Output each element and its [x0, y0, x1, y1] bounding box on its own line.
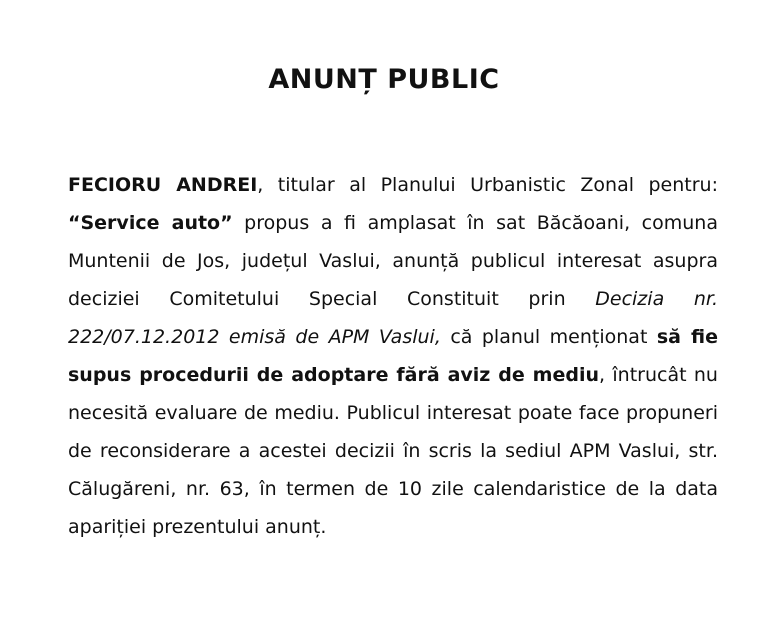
- procedure-statement: să fie supus procedurii de adoptare fără aviz de mediu: [68, 326, 718, 386]
- paragraph-text-4: , întrucât nu necesită evaluare de mediu. Publicul interesat poate face propuneri de reconsiderare a acestei decizii în scris la sediul APM Vaslui, str. Călugăreni, nr. 63, în termen de 10 zile calendaristice de la data apariției prezentului anunț.: [68, 364, 718, 538]
- page-title: ANUNȚ PUBLIC: [268, 64, 500, 95]
- decision-reference: Decizia nr. 222/07.12.2012 emisă de APM Vaslui,: [68, 288, 718, 348]
- project-name: “Service auto”: [68, 212, 233, 234]
- paragraph-text-3: că planul menționat: [440, 326, 657, 348]
- applicant-name: FECIORU ANDREI: [68, 174, 258, 196]
- paragraph-text-2: propus a fi amplasat în sat Băcăoani, comuna Muntenii de Jos, județul Vaslui, anunță publicul interesat asupra deciziei Comitetului Special Constituit prin: [68, 212, 718, 310]
- paragraph-text-1: , titular al Planului Urbanistic Zonal pentru:: [257, 174, 718, 196]
- announcement-paragraph: [68, 166, 718, 546]
